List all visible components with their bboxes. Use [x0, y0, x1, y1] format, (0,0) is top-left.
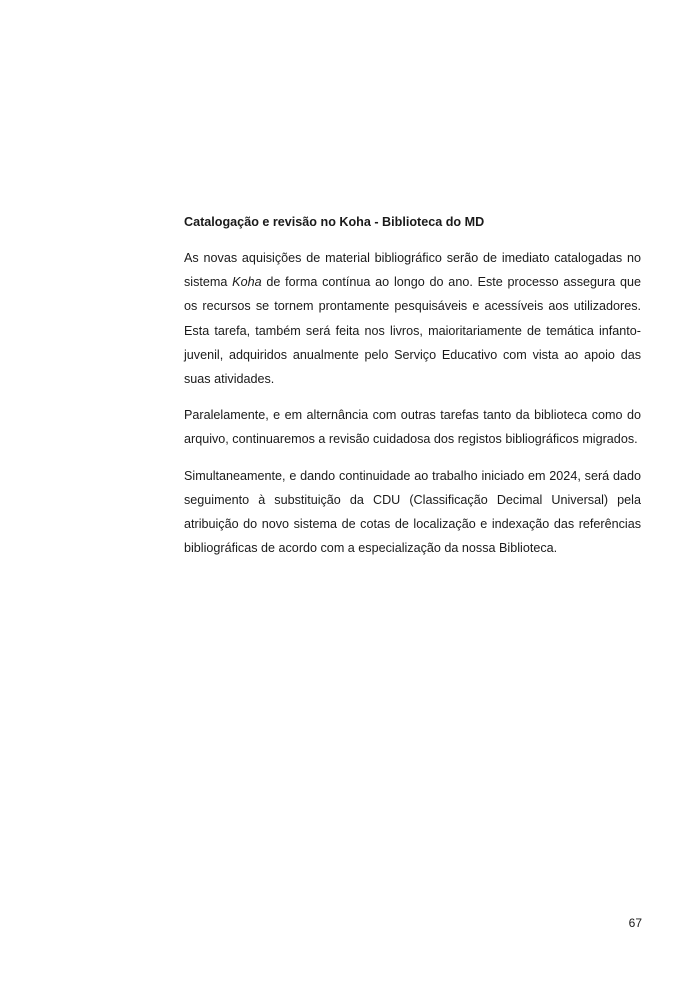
section-title: Catalogação e revisão no Koha - Biblioteca do MD: [184, 215, 485, 229]
paragraph-cdu-substitution: Simultaneamente, e dando continuidade ao trabalho iniciado em 2024, será dado seguimento à substituição da CDU (Classificação Decimal Universal) pela atribuição do novo sistema de cotas de localização e indexação das referências bibliográficas de acordo com a especialização da nossa Biblioteca.: [184, 468, 641, 556]
page-content: [184, 212, 641, 572]
paragraph-record-revision: Paralelamente, e em alternância com outras tarefas tanto da biblioteca como do arquivo, continuaremos a revisão cuidadosa dos registos bibliográficos migrados.: [184, 408, 641, 447]
paragraph-text: de forma contínua ao longo do ano. Este processo assegura que os recursos se tornem prontamente pesquisáveis e acessíveis aos utilizadores. Esta tarefa, também será feita nos livros, maioritariamente de temática infanto-juvenil, adquiridos anualmente pelo Serviço Educativo com vista ao apoio das suas atividades.: [184, 275, 642, 387]
koha-emphasis: Koha: [232, 275, 262, 290]
paragraph-new-acquisitions: [184, 246, 641, 391]
page-number: 67: [628, 916, 642, 930]
paragraph-text: As novas aquisições de material bibliográfico serão de imediato catalogadas no sistema: [184, 251, 641, 290]
